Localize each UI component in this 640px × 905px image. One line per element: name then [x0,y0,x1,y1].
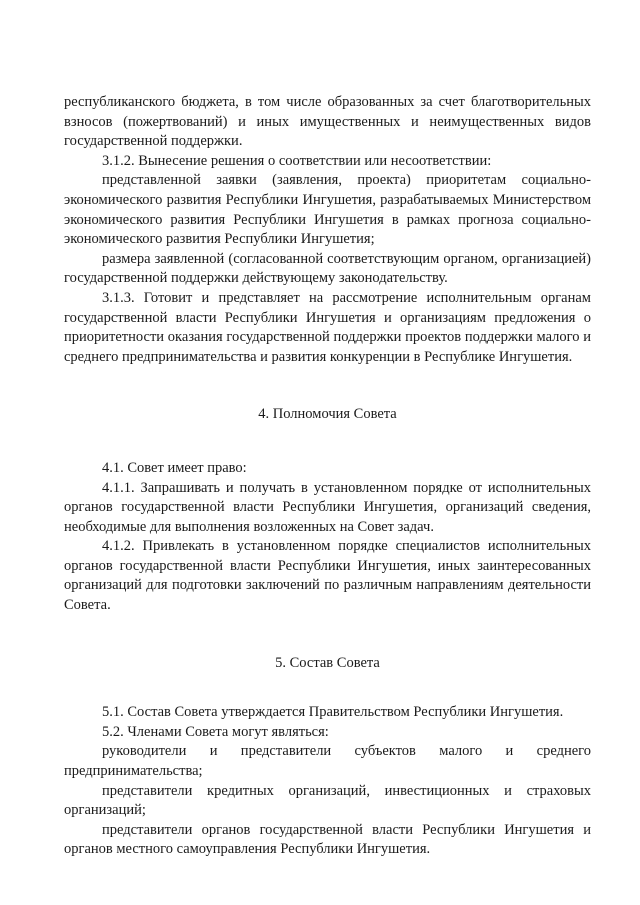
paragraph-application-priorities: представленной заявки (заявления, проекта) приоритетам социально-экономического развития Республики Ингушетия, разрабатываемых Министерством экономического развития Республики Ингушетия в рамках прогноза социально-экономического развития Республики Ингушетия; [64,172,591,248]
section-heading-4: 4. Полномочия Совета [258,406,397,423]
document-page [64,93,591,860]
paragraph-5-2: 5.2. Членами Совета могут являться: [102,723,329,740]
paragraph-3-1-2: 3.1.2. Вынесение решения о соответствии или несоответствии: [102,152,492,169]
list-item-credit-organizations: представители кредитных организаций, инвестиционных и страховых организаций; [64,782,591,819]
paragraph-4-1-1: 4.1.1. Запрашивать и получать в установленном порядке от исполнительных органов государственной власти Республики Ингушетия, организаций сведения, необходимые для выполнения возложенных на Совет задач. [64,479,591,535]
paragraph-budget: республиканского бюджета, в том числе образованных за счет благотворительных взносов (пожертвований) и иных имущественных и неимущественных видов государственной поддержки. [64,94,591,150]
section-heading-5: 5. Состав Совета [275,654,380,671]
list-item-business-representatives: руководители и представители субъектов малого и среднего предпринимательства; [64,743,591,780]
paragraph-4-1: 4.1. Совет имеет право: [102,459,247,476]
list-item-government-bodies: представители органов государственной власти Республики Ингушетия и органов местного самоуправления Республики Ингушетия. [64,821,591,858]
paragraph-support-amount: размера заявленной (согласованной соответствующим органом, организацией) государственной поддержки действующему законодательству. [64,250,591,287]
paragraph-3-1-3: 3.1.3. Готовит и представляет на рассмотрение исполнительным органам государственной власти Республики Ингушетия и организациям предложения о приоритетности оказания государственной поддержки проектов поддержки малого и среднего предпринимательства и развития конкуренции в Республике Ингушетия. [64,289,591,365]
paragraph-4-1-2: 4.1.2. Привлекать в установленном порядке специалистов исполнительных органов государственной власти Республики Ингушетия, иных заинтересованных организаций для подготовки заключений по различным направлениям деятельности Совета. [64,538,591,614]
paragraph-5-1: 5.1. Состав Совета утверждается Правительством Республики Ингушетия. [102,704,564,721]
